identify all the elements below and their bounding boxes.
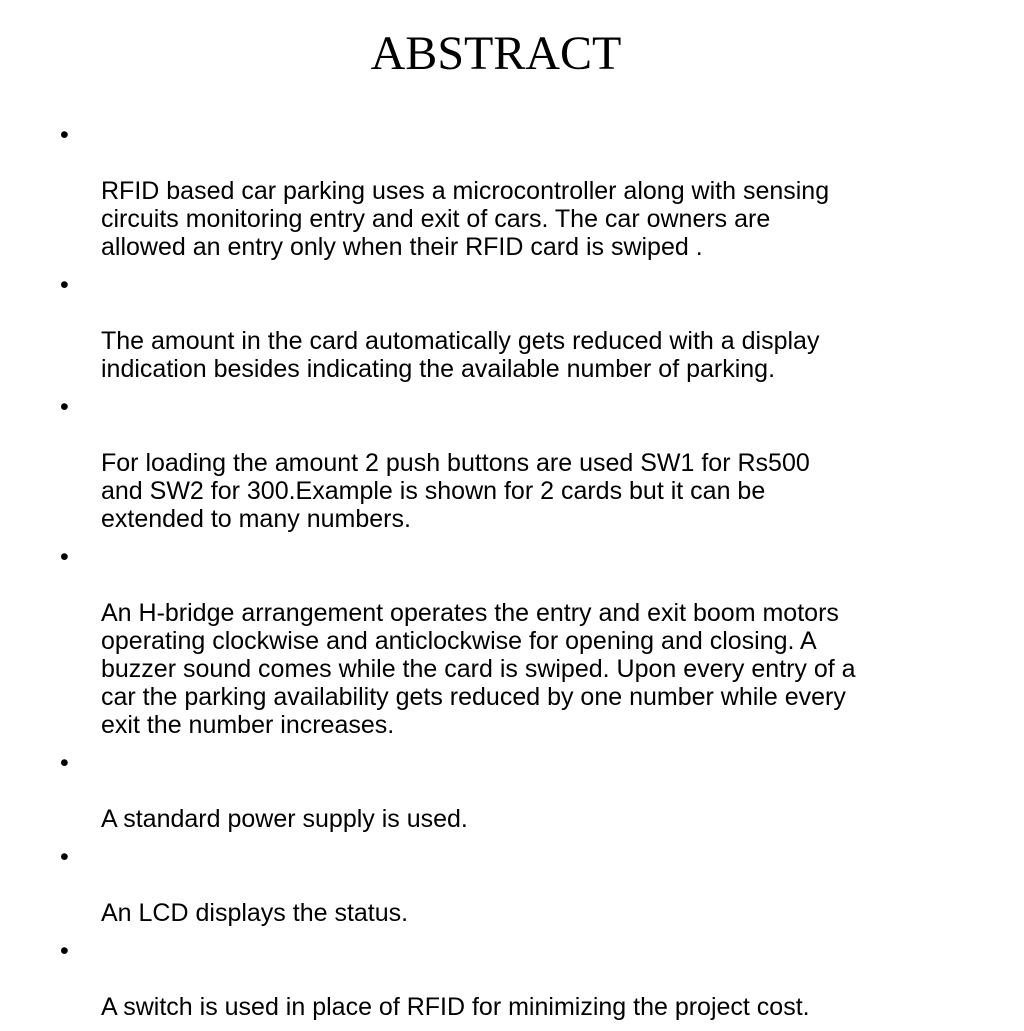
bullet-text: A standard power supply is used. (101, 805, 468, 833)
bullet-icon: • (60, 843, 69, 871)
slide-title: ABSTRACT (370, 27, 622, 80)
bullet-text: An H-bridge arrangement operates the entry and exit boom motors operating clockwise and anticlockwise for opening and closing. A buzzer sound comes while the card is swiped. Upon every entry of a car the parking availability gets reduced by one number while every exit the number increases. (101, 599, 856, 739)
list-item (60, 121, 980, 261)
list-item (60, 843, 980, 927)
bullet-text: The amount in the card automatically gets reduced with a display indication besides indicating the available number of parking. (101, 327, 820, 383)
bullet-text: For loading the amount 2 push buttons are used SW1 for Rs500 and SW2 for 300.Example is shown for 2 cards but it can be extended to many numbers. (101, 449, 810, 533)
bullet-text: A switch is used in place of RFID for minimizing the project cost. (101, 993, 810, 1021)
bullet-list (60, 121, 980, 1031)
bullet-icon: • (60, 937, 69, 965)
bullet-text: RFID based car parking uses a microcontroller along with sensing circuits monitoring entry and exit of cars. The car owners are allowed an entry only when their RFID card is swiped . (101, 177, 830, 261)
list-item (60, 543, 980, 739)
bullet-icon: • (60, 543, 69, 571)
list-item (60, 271, 980, 383)
list-item (60, 749, 980, 833)
bullet-icon: • (60, 393, 69, 421)
bullet-icon: • (60, 271, 69, 299)
list-item (60, 937, 980, 1021)
bullet-icon: • (60, 121, 69, 149)
bullet-text: An LCD displays the status. (101, 899, 409, 927)
bullet-icon: • (60, 749, 69, 777)
list-item (60, 393, 980, 533)
